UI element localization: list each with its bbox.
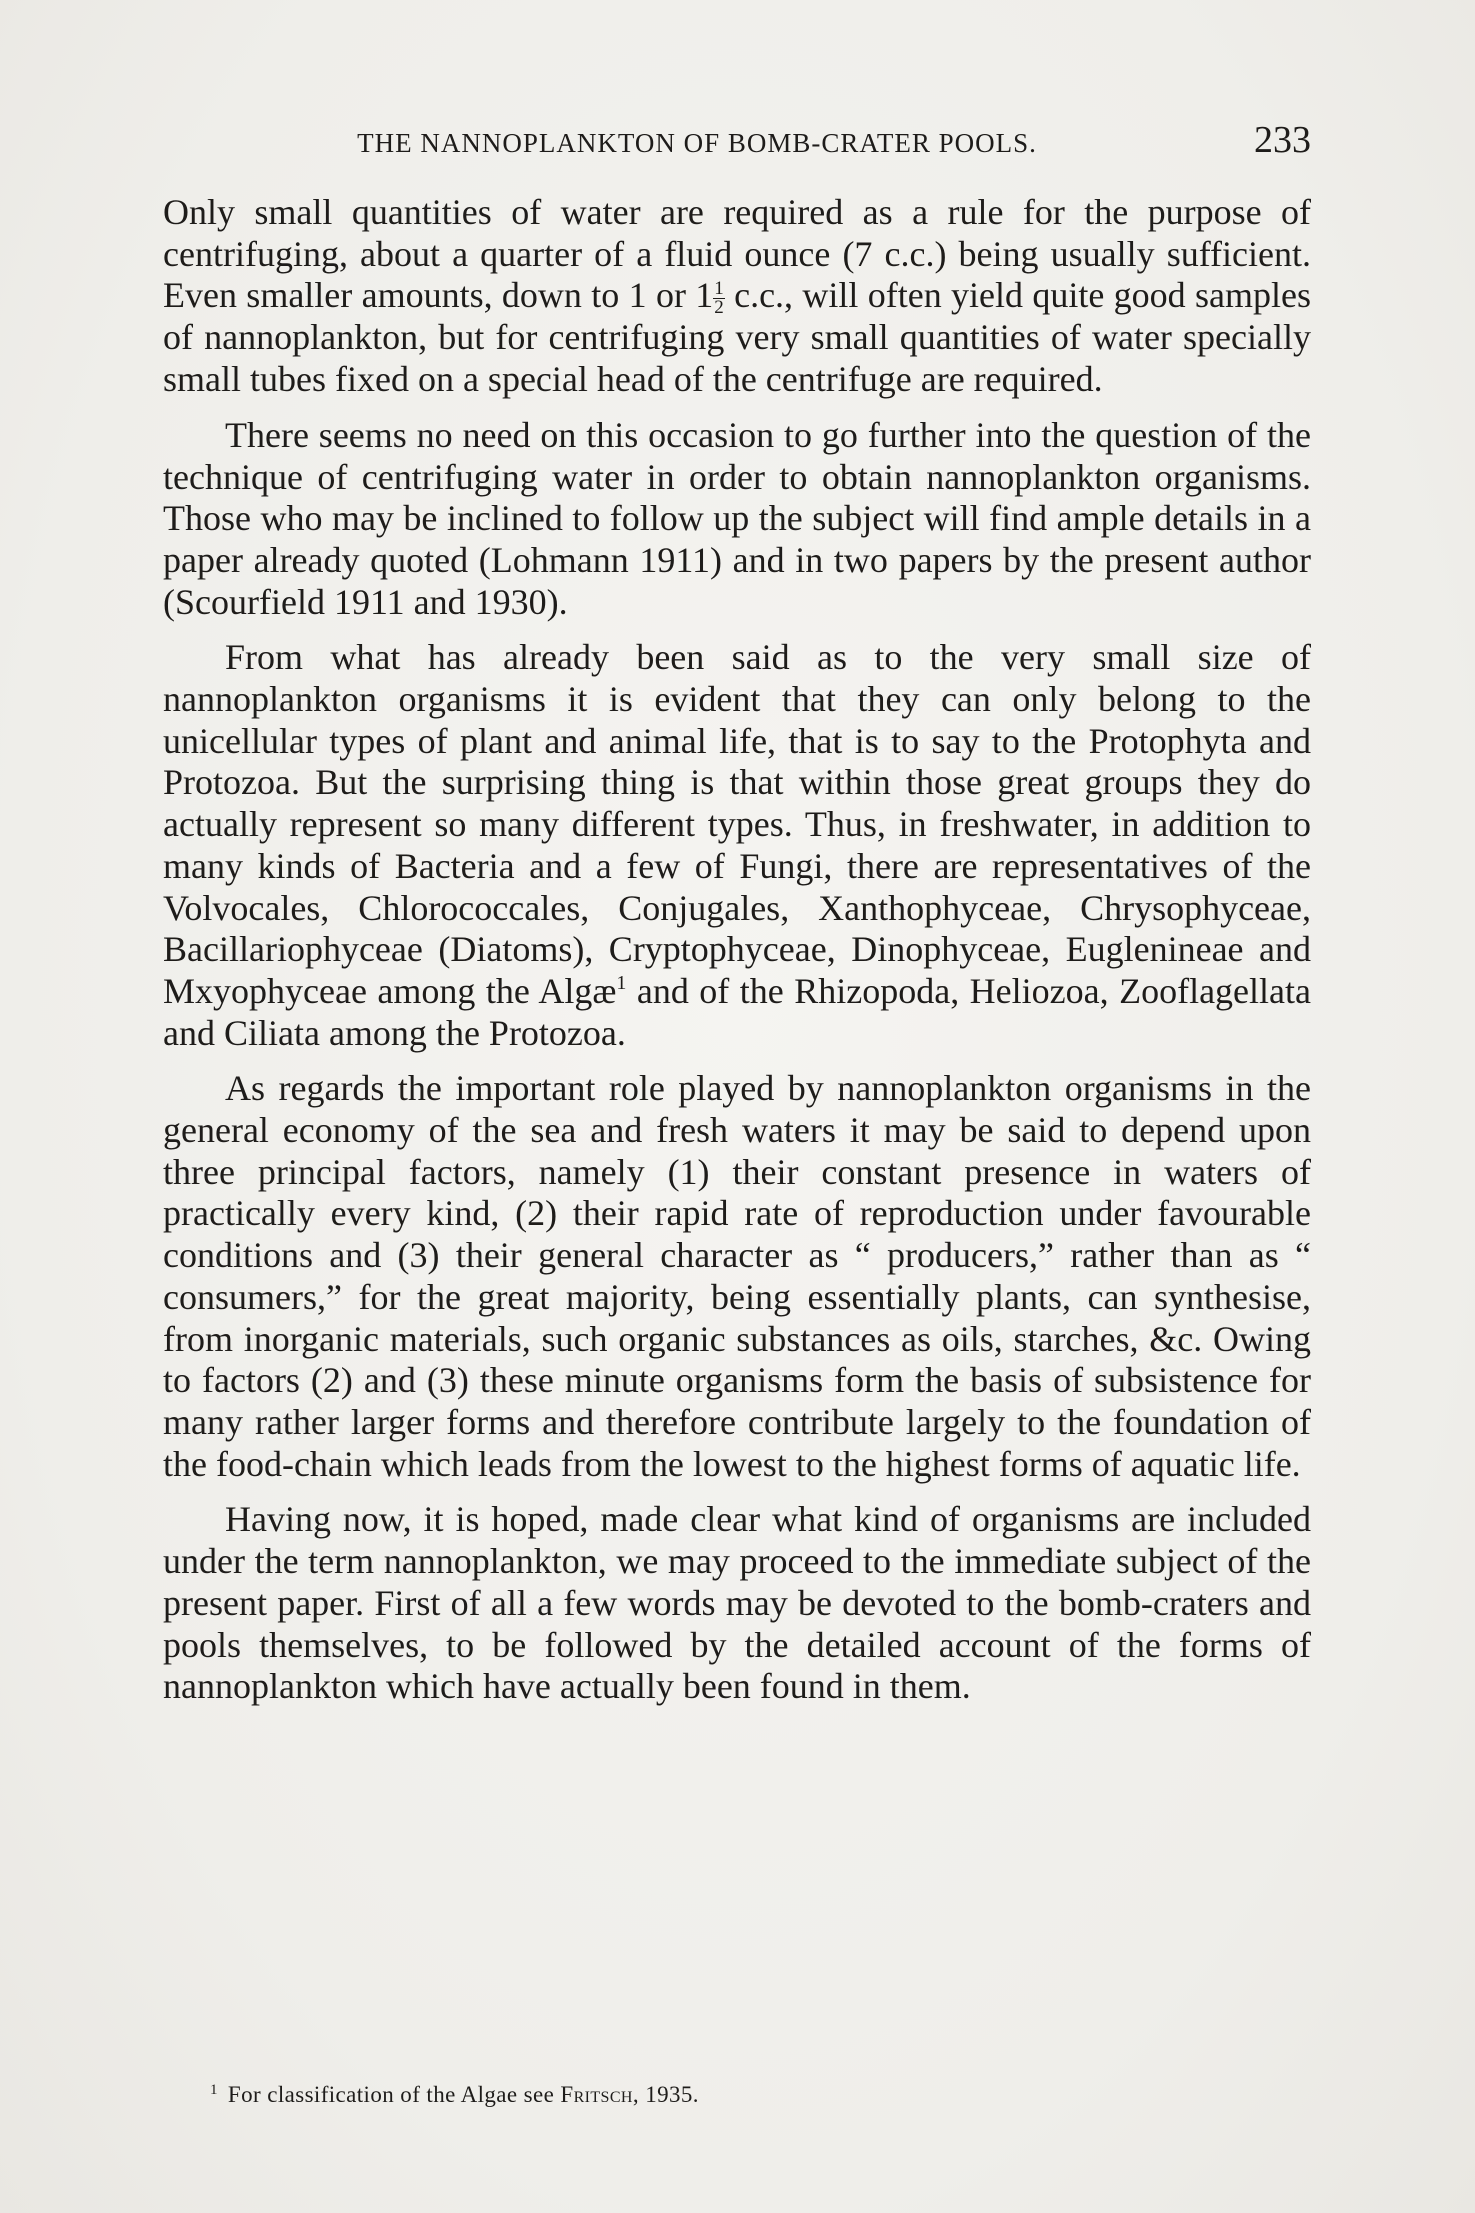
paragraph-1-text-a: Only small quantities of water are required as a rule for the purpose of centrifuging, about a quarter of a fluid ounce (7 c.c.) being usually sufficient. Even smaller amounts, down to 1 or 1 — [163, 192, 1311, 316]
paragraph-3-text-a: From what has already been said as to the very small size of nannoplankton organisms it is evident that they can only belong to the unicellular types of plant and animal life, that is to say to the Protophyta and Protozoa. But the surprising thing is that within those great groups they do actually represent so many different types. Thus, in freshwater, in addition to many kinds of Bacteria and a few of Fungi, there are representatives of the Volvocales, Chlorococcales, Conjugales, Xanthophyceae, Chrysophyceae, Bacillariophyceae (Diatoms), Cryptophyceae, Dinophyceae, Euglenineae and Mxyophyceae among the Algæ — [163, 637, 1311, 1011]
footnote — [210, 2082, 1260, 2108]
paragraph-5: Having now, it is hoped, made clear what kind of organisms are included under the term nannoplankton, we may proceed to the immediate subject of the present paper. First of all a few words may be devoted to the bomb-craters and pools themselves, to be followed by the detailed account of the forms of nannoplankton which have actually been found in them. — [163, 1499, 1311, 1707]
fraction-one-half — [713, 280, 725, 317]
paragraph-2: There seems no need on this occasion to go further into the question of the technique of centrifuging water in order to obtain nannoplankton organisms. Those who may be inclined to follow up the subject will find ample details in a paper already quoted (Lohmann 1911) and in two papers by the present author (Scourfield 1911 and 1930). — [163, 414, 1311, 622]
footnote-suffix: , 1935. — [632, 2082, 699, 2107]
paragraph-4: As regards the important role played by nannoplankton organisms in the general economy of the sea and fresh waters it may be said to depend upon three principal factors, namely (1) their constant presence in waters of practically every kind, (2) their rapid rate of reproduction under favourable conditions and (3) their general character as “ producers,” rather than as “ consumers,” for the great majority, being essentially plants, can synthesise, from inorganic materials, such organic substances as oils, starches, &c. Owing to factors (2) and (3) these minute organisms form the basis of subsistence for many rather larger forms and therefore contribute largely to the foundation of the food-chain which leads from the lowest to the highest forms of aquatic life. — [163, 1068, 1311, 1484]
page-number: 233 — [1254, 119, 1311, 161]
body-text — [163, 192, 1311, 1722]
running-head — [163, 118, 1311, 164]
footnote-marker: 1 — [210, 2082, 218, 2098]
paragraph-3-text-b: and of the Rhizopoda, Heliozoa, Zooflagellata and Ciliata among the Protozoa. — [163, 970, 1311, 1053]
running-title: THE NANNOPLANKTON OF BOMB-CRATER POOLS. — [357, 128, 1037, 158]
fraction-denominator: 2 — [714, 297, 724, 319]
fraction-numerator: 1 — [714, 278, 724, 300]
paragraph-3 — [163, 637, 1311, 1054]
paragraph-1 — [163, 192, 1311, 401]
footnote-text: For classification of the Algae see — [227, 2082, 561, 2107]
footnote-author: Fritsch — [560, 2082, 633, 2107]
footnote-reference: 1 — [616, 971, 627, 994]
paragraph-1-text-b: c.c., will often yield quite good samples of nannoplankton, but for centrifuging very small quantities of water specially small tubes fixed on a special head of the centrifuge are required. — [163, 275, 1311, 400]
